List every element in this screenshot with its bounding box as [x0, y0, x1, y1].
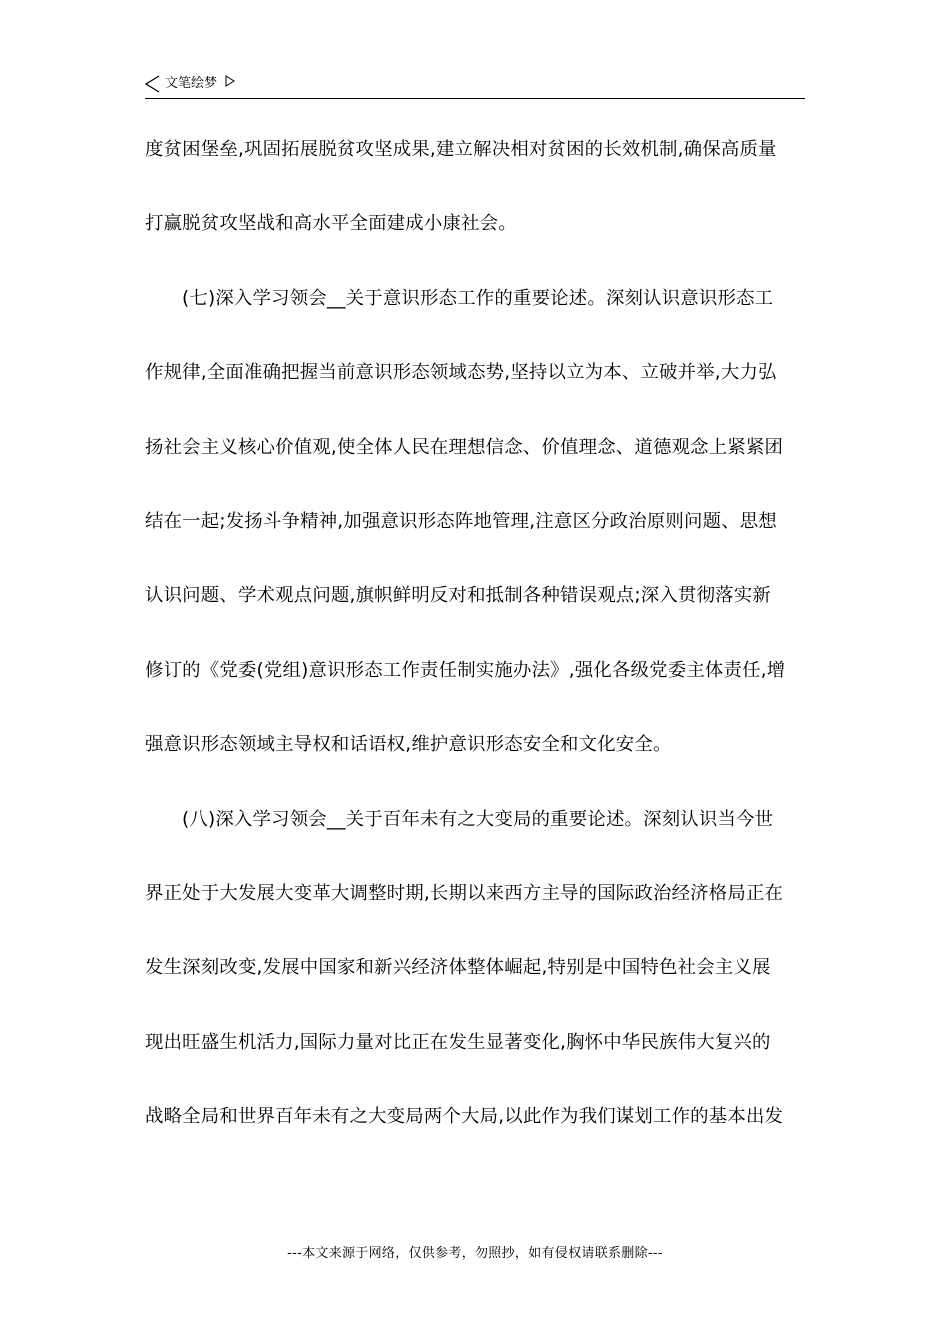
text-line: 扬社会主义核心价值观,使全体人民在理想信念、价值理念、道德观念上紧紧团 — [145, 436, 784, 458]
triangle-left-icon — [145, 75, 161, 93]
text-line: 认识问题、学术观点问题,旗帜鲜明反对和抵制各种错误观点;深入贯彻落实新 — [145, 585, 771, 607]
text-line: 作规律,全面准确把握当前意识形态领域态势,坚持以立为本、立破并举,大力弘 — [145, 362, 777, 384]
header-title: 文笔绘梦 — [165, 76, 218, 91]
text-line: 战略全局和世界百年未有之大变局两个大局,以此作为我们谋划工作的基本出发 — [145, 1106, 784, 1128]
page-header — [145, 72, 805, 99]
header-row — [145, 74, 235, 94]
text-line: 现出旺盛生机活力,国际力量对比正在发生显著变化,胸怀中华民族伟大复兴的 — [145, 1031, 771, 1053]
footer-disclaimer: ---本文来源于网络，仅供参考，勿照抄，如有侵权请联系删除--- — [287, 1246, 663, 1261]
text-line: 打赢脱贫攻坚战和高水平全面建成小康社会。 — [145, 213, 517, 235]
text-line: 强意识形态领域主导权和话语权,维护意识形态安全和文化安全。 — [145, 734, 672, 756]
body-text — [145, 122, 807, 1163]
text-line: (七)深入学习领会__关于意识形态工作的重要论述。深刻认识意识形态工 — [182, 287, 774, 309]
text-line: 发生深刻改变,发展中国家和新兴经济体整体崛起,特别是中国特色社会主义展 — [145, 957, 771, 979]
text-line: 界正处于大发展大变革大调整时期,长期以来西方主导的国际政治经济格局正在 — [145, 882, 784, 904]
triangle-right-icon — [225, 75, 235, 87]
text-line: 结在一起;发扬斗争精神,加强意识形态阵地管理,注意区分政治原则问题、思想 — [145, 510, 777, 532]
text-line: 修订的《党委(党组)意识形态工作责任制实施办法》,强化各级党委主体责任,增 — [145, 659, 786, 681]
text-line: (八)深入学习领会__关于百年未有之大变局的重要论述。深刻认识当今世 — [182, 808, 774, 830]
text-line: 度贫困堡垒,巩固拓展脱贫攻坚成果,建立解决相对贫困的长效机制,确保高质量 — [145, 139, 777, 160]
